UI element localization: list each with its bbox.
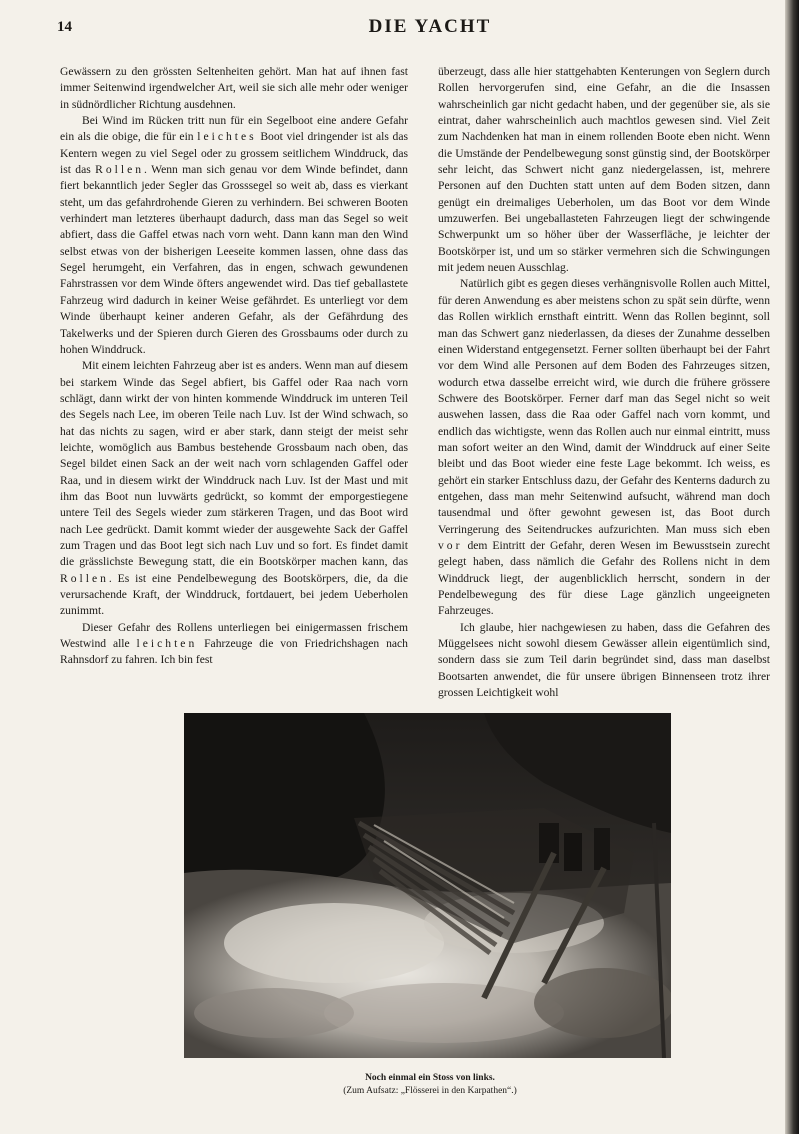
text-run: . Wenn man sich genau vor dem Winde befindet, dann fiert bekanntlich jeder Segler das Grosssegel so weit ab, dass es vierkant steht, um das gefahrdrohende Gieren zu verhindern. Bei schweren Booten verhindert man letzteres überhaupt dadurch, dass man das Segel so weit abfiert, dass die Gaffel etwas nach vorn weht. Dann kann man den Wind selbst etwas von der bisherigen Leeseite kommen lassen, ohne dass das Segel herumgeht, ein Verfahren, das in engen, schwach gewundenen Fahrstrassen vor dem Winde öfters angewendet wird. Das tief geballastete Fahrzeug wird dadurch in keiner Weise gefährdet. Es unterliegt vor dem Winde überhaupt keiner anderen Gefahr, als der Gefährdung des Takelwerks und der Spieren durch Gieren des Grossbaums oder durch zu hohen Winddruck. [60, 163, 408, 356]
page-number: 14 [57, 19, 72, 35]
paragraph: Ich glaube, hier nachgewiesen zu haben, dass die Gefahren des Müggelsees nicht sowohl diesem Gewässer allein eigentümlich sind, sondern dass sie zum Teil darin begründet sind, dass man daselbst Bootsarten anwendet, die für unsere übrigen Binnenseen trotz ihrer grossen Leichtigkeit wohl [438, 620, 770, 700]
spaced-word: Rollen [60, 571, 109, 585]
left-column [60, 64, 408, 669]
binding-edge [785, 0, 799, 1134]
spaced-word: vor [438, 538, 463, 552]
text-run: . Es ist eine Pendelbewegung des Bootskörpers, die, da die verursachende Kraft, der Winddruck, fortdauert, bei jedem Ueberholen zunimmt. [60, 571, 408, 618]
text-run: Fahrzeuge die von Friedrichshagen nach Rahnsdorf zu fahren. Ich bin fest [60, 637, 408, 667]
paragraph [60, 113, 408, 358]
paragraph [60, 620, 408, 669]
text-run: Natürlich gibt es gegen dieses verhängnisvolle Rollen auch Mittel, für deren Anwendung es aber meistens schon zu spät sein dürfte, wenn das Rollen wirklich ernsthaft eintritt. Wenn das Rollen beginnt, soll man das Schwert ganz niederlassen, da dieses der Zunahme desselben einen Widerstand entgegensetzt. Ferner sollten überhaupt bei der Fahrt vor dem Wind alle Personen auf dem Boden des Fahrzeuges sitzen, wodurch etwa dasselbe erreicht wird, wie durch die frühere grössere Schwere des Bootskörper. Ferner darf man das Segel nicht so weit auswehen lassen, dass die Raa oder Gaffel nach vorn kommt, und endlich das wichtigste, wenn das Rollen auch nur einmal eintritt, muss man sofort weiter an den Wind, damit der Winddruck auf einer Seite bleibt und das Boot wieder eine feste Lage bekommt. Ich weiss, es gehört ein starker Entschluss dazu, der Gefahr des Kenterns dadurch zu entgehen, dass man mehr Seitenwind aufsucht, während man doch tausendmal und öfter gewohnt gewesen ist, das Boot durch Verringerung des Seitendruckes aufzurichten. Man muss sich eben [438, 277, 770, 536]
text-run: dem Eintritt der Gefahr, deren Wesen im Bewusstsein zurecht gelegt haben, dass nämlich die Gefahr des Rollens nicht in dem Winddruck liegt, der augenblicklich herrscht, sondern in der Pendelbewegung des für diese Lage gänzlich ungeeigneten Fahrzeuges. [438, 538, 770, 618]
spaced-word: Rollen [95, 163, 145, 177]
paragraph [60, 358, 408, 620]
spaced-word: leichten [136, 637, 198, 651]
text-run: Bei Wind im Rücken tritt nun für ein Segelboot eine andere Gefahr ein als die obige, die für ein [60, 114, 408, 144]
running-title: DIE YACHT [368, 16, 492, 37]
paragraph: überzeugt, dass alle hier stattgehabten Kenterungen von Seglern durch Rollen hervorgerufen sind, eine Gefahr, an die die Insassen wahrscheinlich gar nicht gedacht haben, und der gegenüber sie, als sie eintrat, daher wahrscheinlich auch machtlos gewesen sind. Viel Zeit zum Nachdenken hat man in einem rollenden Boote eben nicht. Wenn die Umstände der Pendelbewegung sonst günstig sind, der Bootskörper sehr leicht, das Schwert nicht ganz niedergelassen, ist, mehrere Personen auf den Duchten statt unten auf dem Boden sitzen, dann genügt ein dreimaliges Ueberholen, um das Boot vor dem Winde umzuwerfen. Bei ungeballasteten Fahrzeugen liegt der schwingende Schwerpunkt um so höher über der Wasserfläche, je leichter der Bootskörper ist, und um so stärker vermehren sich die Schwingungen mit jedem neuen Ausschlag. [438, 65, 770, 275]
photo-raft-in-rapids [184, 713, 671, 1058]
figure-caption [200, 1072, 660, 1098]
spaced-word: leichtes [197, 130, 257, 144]
text-run: Dieser Gefahr des Rollens unterliegen bei einigermassen frischem Westwind alle [60, 620, 408, 651]
text-run: Boot viel dringender ist als das Kentern wegen zu viel Segel oder zu grossem seitlichem Winddruck, das ist das [60, 130, 408, 177]
paragraph [438, 276, 770, 619]
caption-sub: (Zum Aufsatz: „Flösserei in den Karpathen“.) [343, 1086, 517, 1096]
right-column [438, 64, 770, 701]
text-run: Mit einem leichten Fahrzeug aber ist es anders. Wenn man auf diesem bei starkem Winde das Segel abfiert, bis Gaffel oder Raa nach vorn schlägt, dann wirkt der von hinten kommende Winddruck im unteren Teil des Segels nach Lee, im oberen Teile nach Luv. Ist der Wind schwach, so hat das nichts zu sagen, wird er aber stark, dann steigt der meist sehr leichte, womöglich aus Bambus bestehende Grossbaum nach oben, das Segel bildet einen Sack an der weit nach vorn schlagenden Gaffel oder Raa, und in diesem wirkt der Winddruck nach Luv. Ist der Mast und mit ihm das Boot nun luvwärts gedrückt, so kommt der emporgestiegene untere Teil des Segels wieder zum stärkeren Tragen, und das Boot wird nach Lee gedrückt. Damit kommt wieder der ausgewehte Sack der Gaffel zum Tragen und das Boot legt sich nach Luv und so fort. Es findet damit die grässlichste Bewegung statt, die ein Bootskörper machen kann, das [60, 359, 408, 569]
caption-main: Noch einmal ein Stoss von links. [365, 1073, 495, 1083]
paragraph: Gewässern zu den grössten Seltenheiten gehört. Man hat auf ihnen fast immer Seitenwind irgendwelcher Art, weil sie sich alle mehr oder weniger in südnördlicher Richtung ausdehnen. [60, 65, 408, 111]
